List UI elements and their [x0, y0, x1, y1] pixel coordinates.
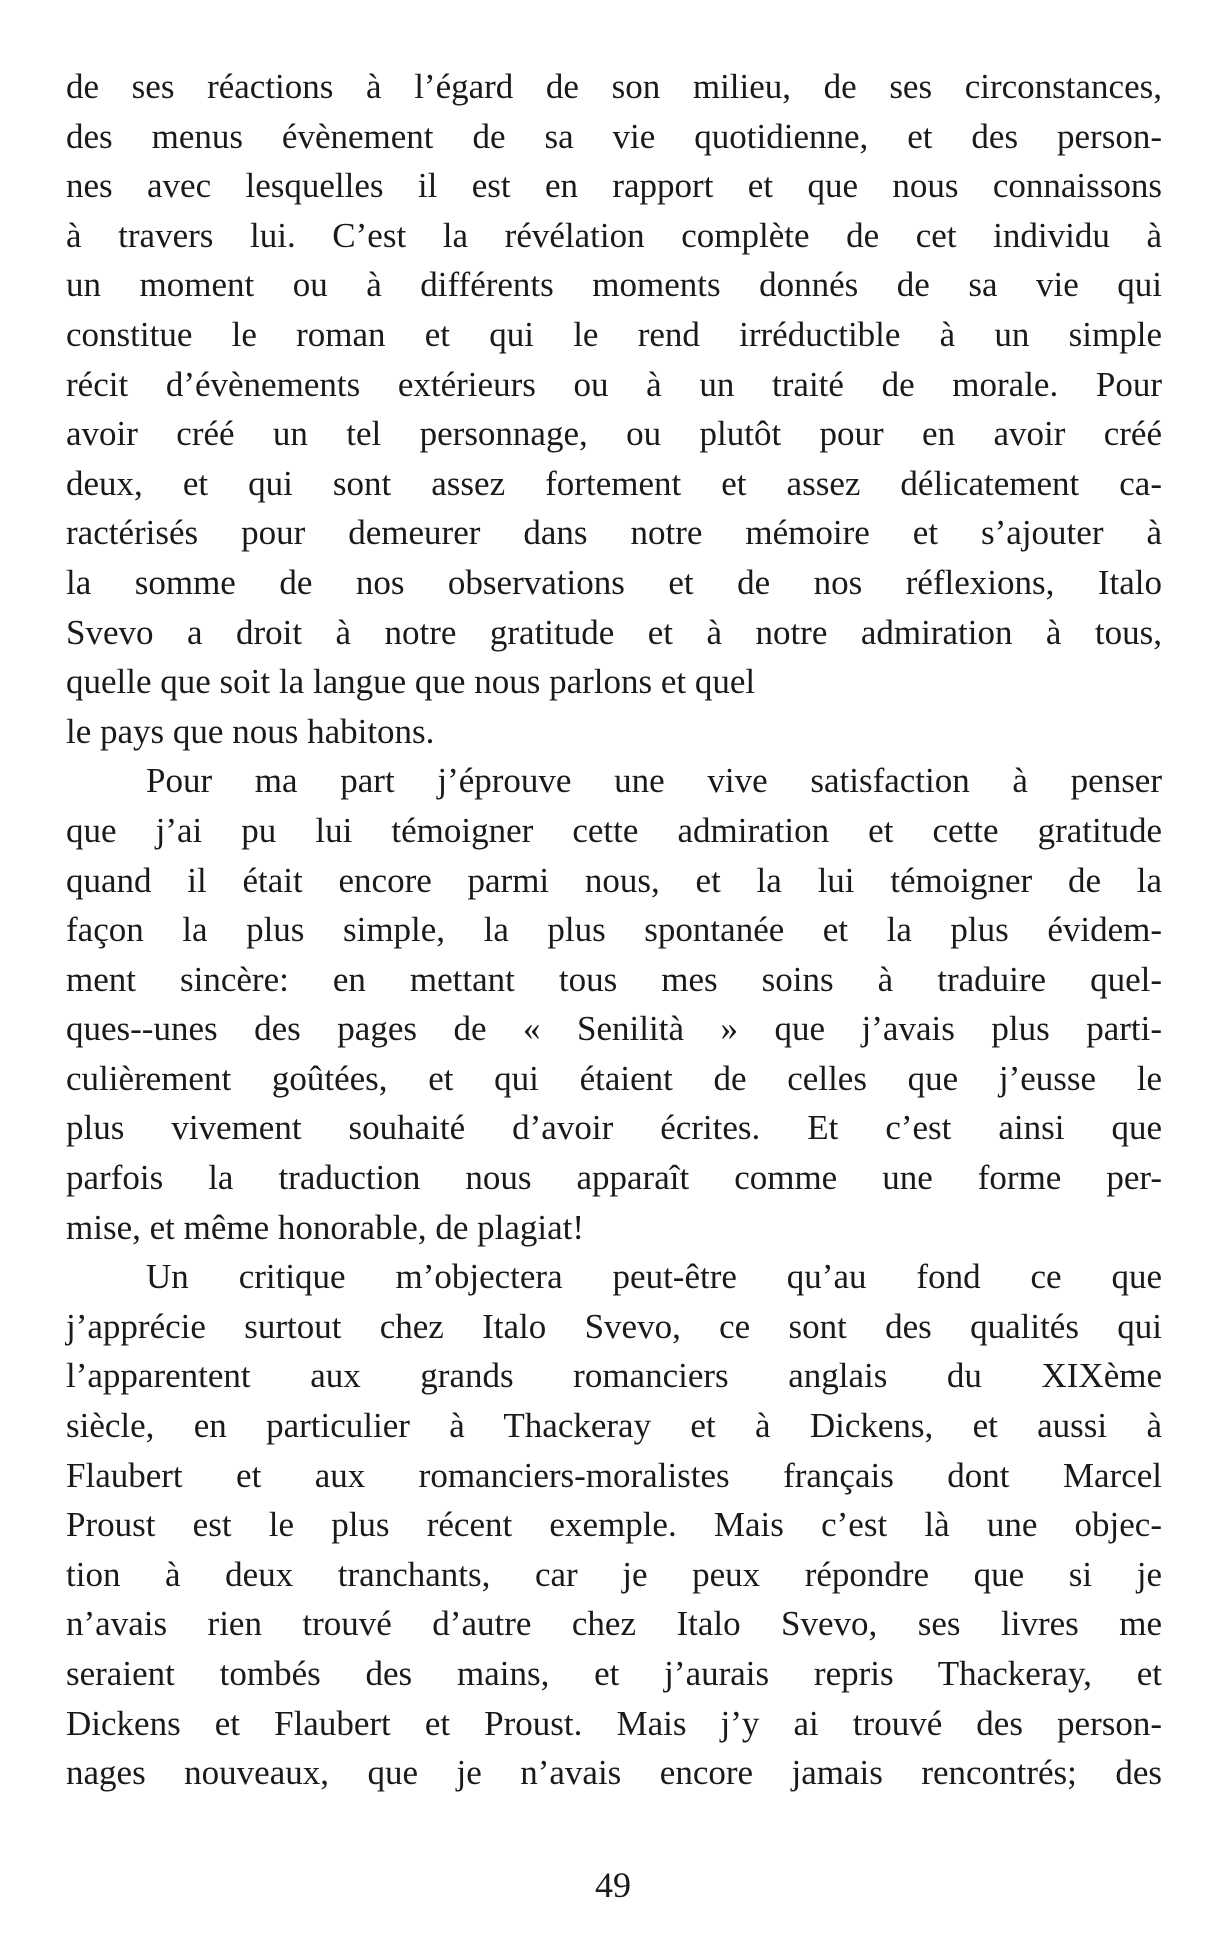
text-line: Proust est le plus récent exemple. Mais c’est là une objec-: [66, 1505, 1162, 1545]
text-line: tion à deux tranchants, car je peux répondre que si je: [66, 1554, 1162, 1594]
text-line: n’avais rien trouvé d’autre chez Italo Svevo, ses livres me: [66, 1604, 1162, 1644]
text-line: Pour ma part j’éprouve une vive satisfaction à penser: [146, 761, 1162, 801]
text-line: quand il était encore parmi nous, et la lui témoigner de la: [66, 860, 1162, 900]
text-line: culièrement goûtées, et qui étaient de celles que j’eusse le: [66, 1058, 1162, 1098]
text-line: la somme de nos observations et de nos réflexions, Italo: [66, 562, 1162, 602]
text-line: constitue le roman et qui le rend irréductible à un simple: [66, 314, 1162, 354]
text-line: des menus évènement de sa vie quotidienne, et des person-: [66, 116, 1162, 156]
text-line: l’apparentent aux grands romanciers anglais du XIXème: [66, 1356, 1162, 1396]
text-line: de ses réactions à l’égard de son milieu, de ses circonstances,: [66, 67, 1162, 106]
text-line: à travers lui. C’est la révélation complète de cet individu à: [66, 215, 1162, 255]
text-line: Dickens et Flaubert et Proust. Mais j’y ai trouvé des person-: [66, 1703, 1162, 1743]
text-line: un moment ou à différents moments donnés de sa vie qui: [66, 265, 1162, 305]
text-line: façon la plus simple, la plus spontanée et la plus évidem-: [66, 910, 1162, 950]
text-line: seraient tombés des mains, et j’aurais repris Thackeray, et: [66, 1654, 1162, 1693]
text-line: nes avec lesquelles il est en rapport et que nous connaissons: [66, 166, 1162, 206]
text-line: plus vivement souhaité d’avoir écrites. Et c’est ainsi que: [66, 1108, 1162, 1148]
text-line: mise, et même honorable, de plagiat!: [66, 1207, 585, 1247]
text-line: ractérisés pour demeurer dans notre mémoire et s’ajouter à: [66, 513, 1162, 553]
text-line: que j’ai pu lui témoigner cette admiration et cette gratitude: [66, 810, 1162, 850]
page-number: 49: [595, 1865, 631, 1905]
body-text: [66, 62, 1162, 1798]
text-line: ques--unes des pages de « Senilità » que j’avais plus parti-: [66, 1009, 1162, 1049]
text-line: récit d’évènements extérieurs ou à un traité de morale. Pour: [66, 364, 1162, 404]
text-line: quelle que soit la langue que nous parlons et quel: [66, 662, 756, 702]
text-line: Un critique m’objectera peut-être qu’au fond ce que: [146, 1257, 1162, 1297]
text-line: ment sincère: en mettant tous mes soins à traduire quel-: [66, 959, 1162, 999]
text-line: siècle, en particulier à Thackeray et à Dickens, et aussi à: [66, 1406, 1162, 1446]
text-line: deux, et qui sont assez fortement et assez délicatement ca-: [66, 463, 1162, 503]
text-line: nages nouveaux, que je n’avais encore jamais rencontrés; des: [66, 1753, 1162, 1793]
text-line: avoir créé un tel personnage, ou plutôt pour en avoir créé: [66, 414, 1162, 454]
text-line: le pays que nous habitons.: [66, 711, 435, 751]
text-line: Flaubert et aux romanciers-moralistes français dont Marcel: [66, 1455, 1162, 1495]
text-line: j’apprécie surtout chez Italo Svevo, ce sont des qualités qui: [66, 1306, 1162, 1346]
text-line: Svevo a droit à notre gratitude et à notre admiration à tous,: [66, 612, 1162, 652]
text-line: parfois la traduction nous apparaît comme une forme per-: [66, 1158, 1162, 1198]
